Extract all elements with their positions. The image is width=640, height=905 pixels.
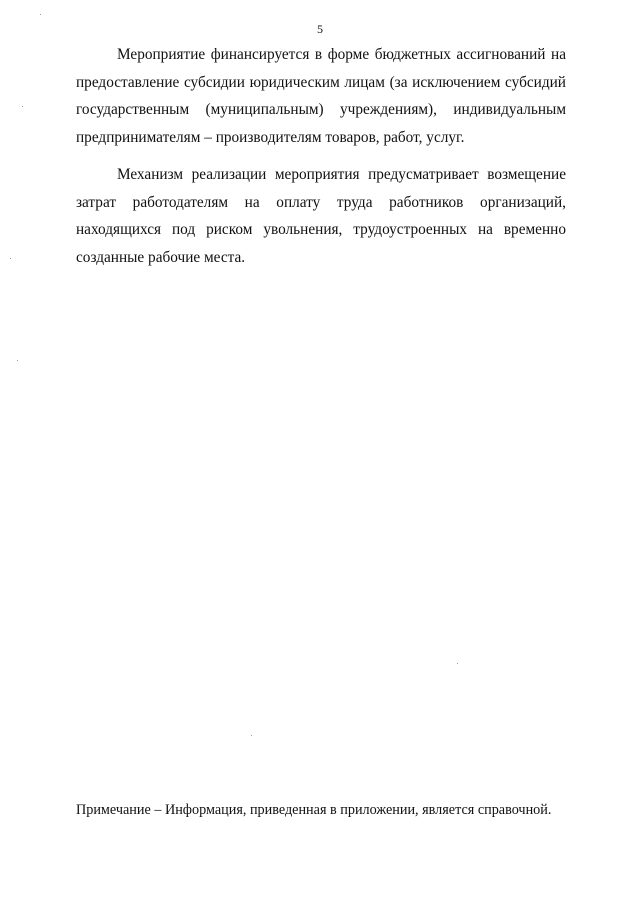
scan-speck [457,663,458,664]
page-number: 5 [317,22,323,36]
scan-speck [251,735,252,736]
paragraph-mechanism: Механизм реализации мероприятия предусматривает возмещение затрат работодателям на оплату труда работников организаций, находящихся под риском увольнения, трудоустроенных на временно созданные рабочие места. [76,166,566,266]
paragraph-financing: Мероприятие финансируется в форме бюджетных ассигнований на предоставление субсидии юридическим лицам (за исключением субсидий государственным (муниципальным) учреждениям), индивидуальным предпринимателям – производителям товаров, работ, услуг. [76,46,566,146]
reference-note: Примечание – Информация, приведенная в приложении, является справочной. [76,802,552,818]
body-text [76,41,566,271]
scan-speck [10,258,11,259]
scan-speck [40,14,41,15]
scan-speck [17,360,18,361]
scan-speck [22,106,23,107]
